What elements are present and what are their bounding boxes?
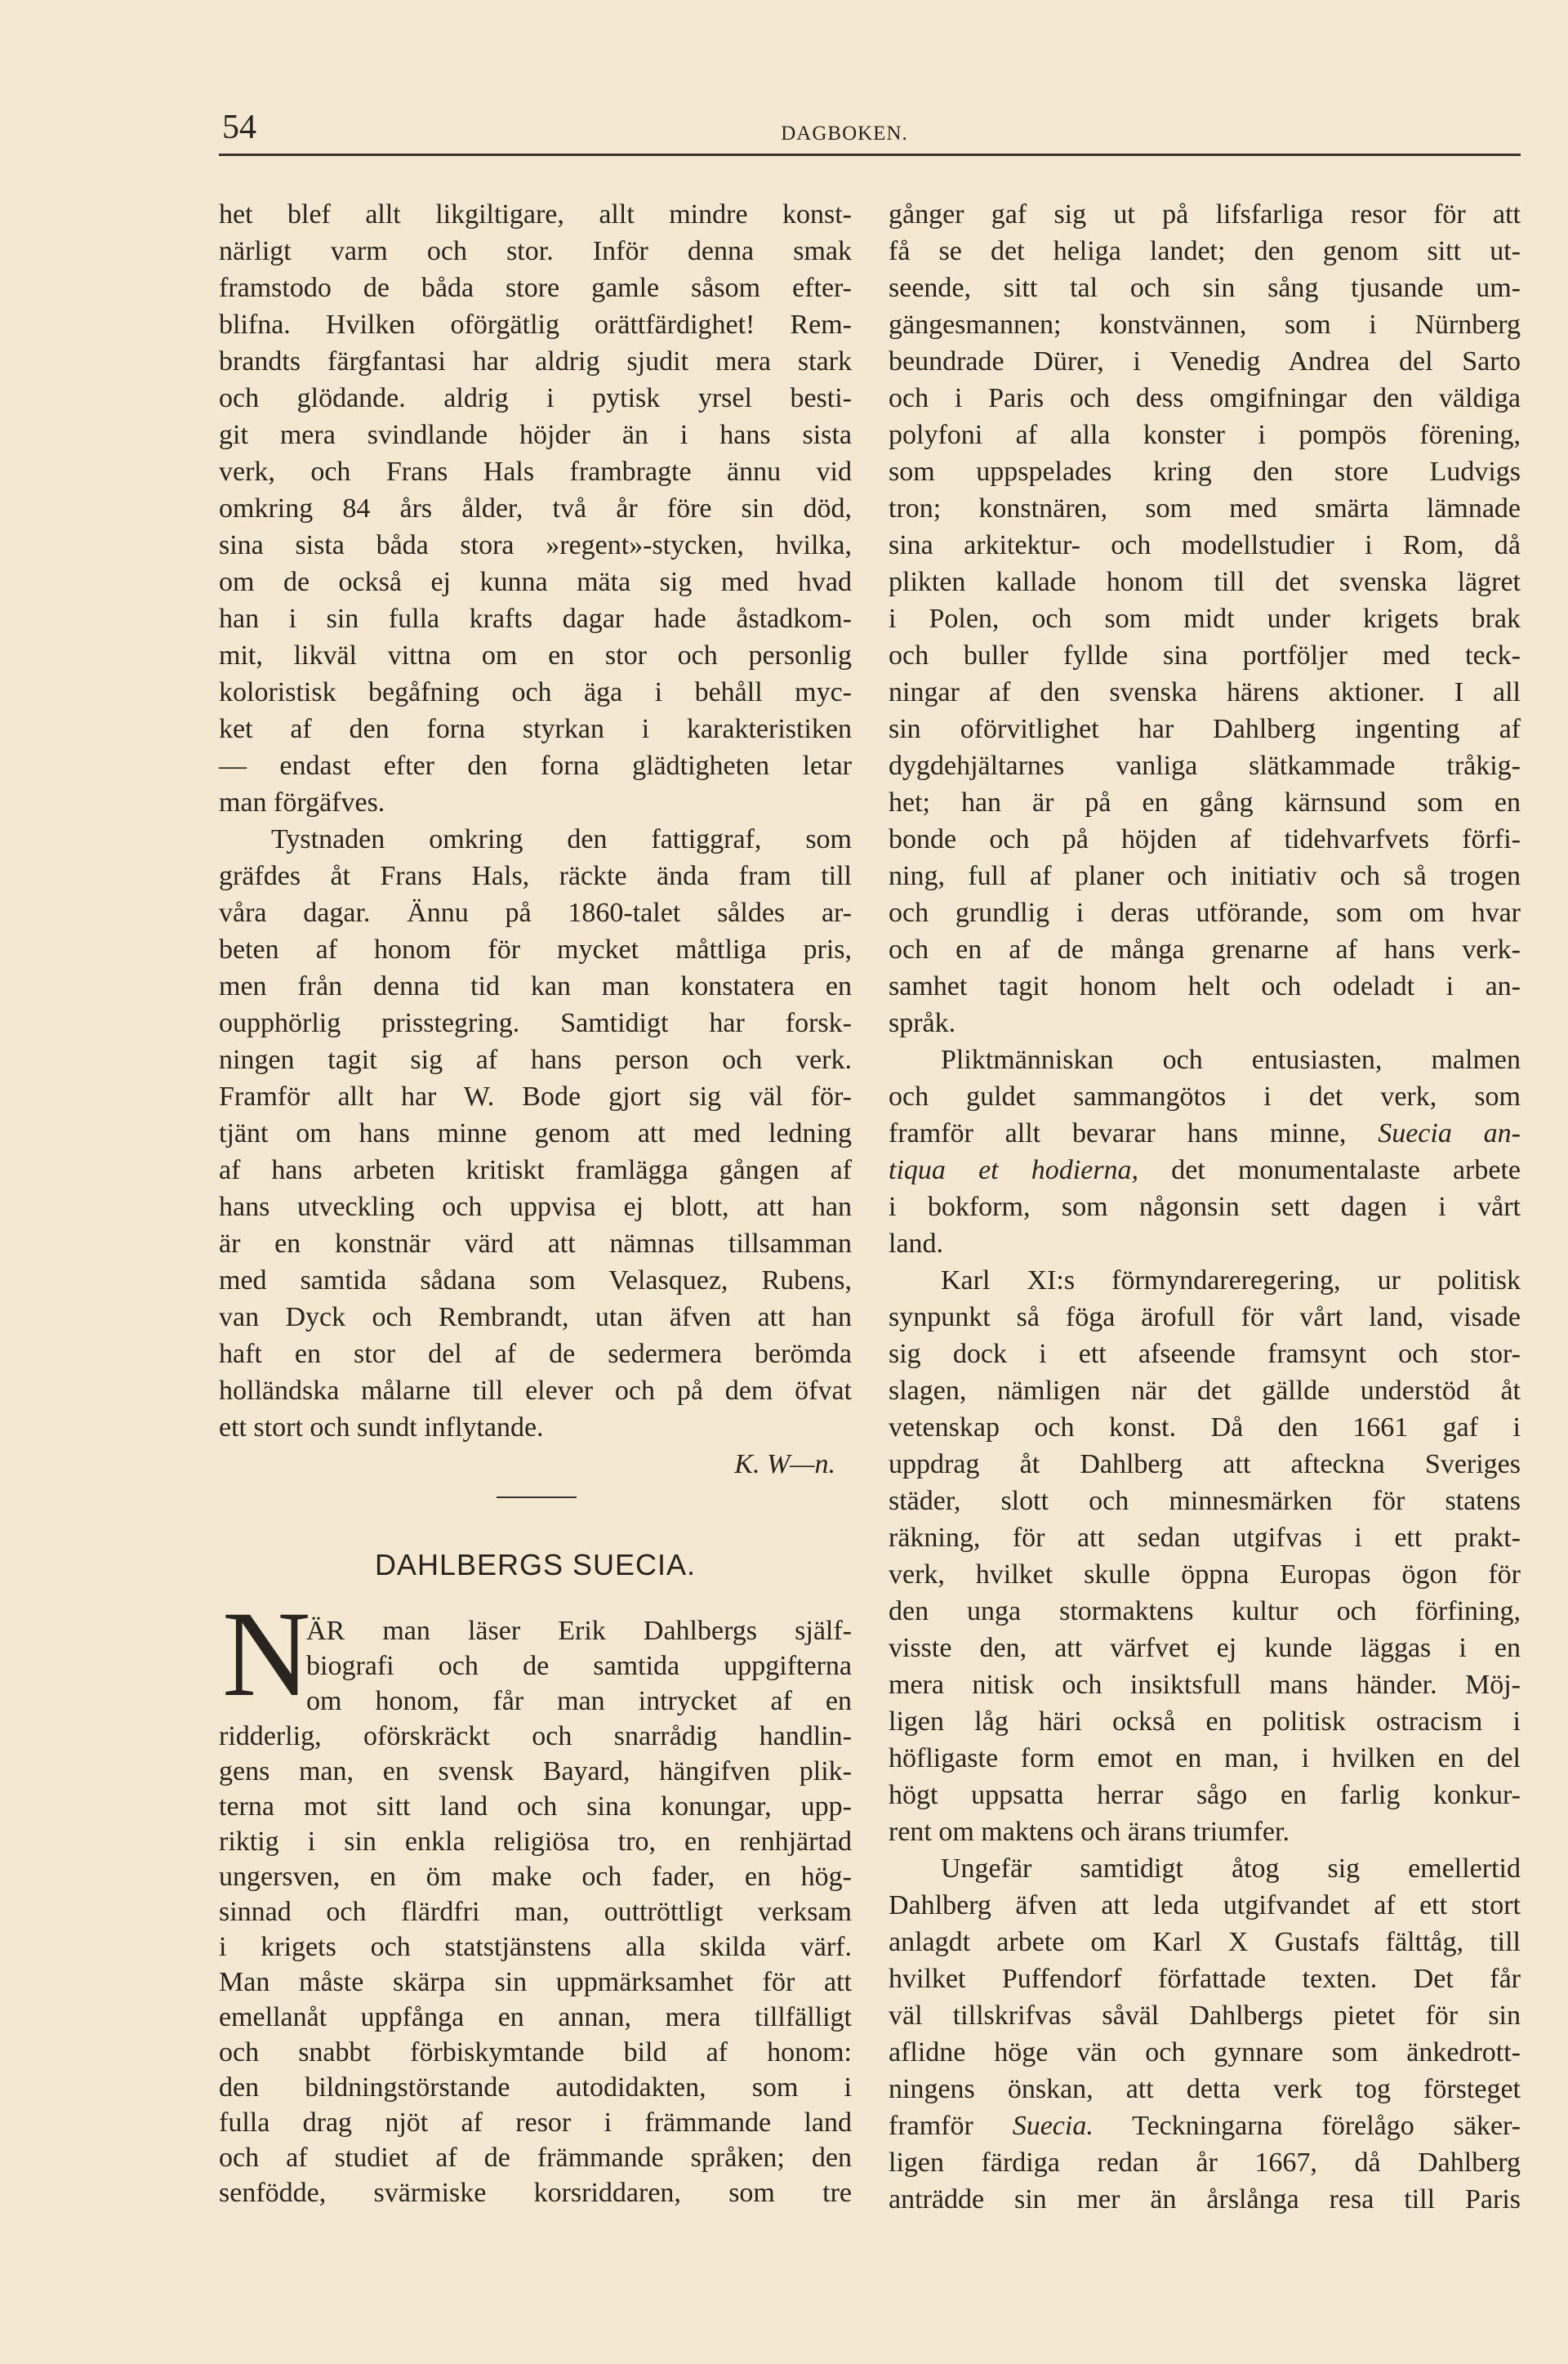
text-line: ungersven, en öm make och fader, en hög-	[219, 1862, 852, 1892]
text-line: blifna. Hvilken oförgätlig orättfärdighet! Rem-	[219, 310, 852, 340]
text-line: sina arkitektur- och modellstudier i Rom, då	[889, 530, 1521, 560]
text-line: synpunkt så föga ärofull för vårt land, visade	[889, 1302, 1521, 1332]
text-line: få se det heliga landet; den genom sitt ut-	[889, 236, 1521, 266]
text-line: i Polen, och som midt under krigets brak	[889, 604, 1521, 634]
running-title: DAGBOKEN.	[781, 123, 908, 145]
text-line: dygdehjältarnes vanliga slätkammade tråkig-	[889, 751, 1521, 781]
text-line: Karl XI:s förmyndareregering, ur politisk	[941, 1265, 1521, 1296]
text-line: ket af den forna styrkan i karakteristiken	[219, 714, 852, 744]
right-column	[889, 196, 1521, 2218]
text-line: omkring 84 års ålder, två år före sin död,	[219, 493, 852, 524]
text-line: anlagdt arbete om Karl X Gustafs fälttåg, till	[889, 1927, 1521, 1957]
italic-text: Suecia an-	[1378, 1118, 1521, 1149]
text-line: ning, full af planer och initiativ och så trogen	[889, 861, 1521, 891]
section-paragraph	[219, 1613, 852, 2210]
text-line: anträdde sin mer än årslånga resa till Paris	[889, 2184, 1521, 2215]
text-line: haft en stor del af de sedermera berömda	[219, 1339, 852, 1369]
text-line: sin oförvitlighet har Dahlberg ingenting af	[889, 714, 1521, 744]
text-line: Man måste skärpa sin uppmärksamhet för att	[219, 1967, 852, 1997]
text-line: är en konstnär värd att nämnas tillsamman	[219, 1229, 852, 1259]
text-line: och guldet sammangötos i det verk, som	[889, 1082, 1521, 1112]
italic-text: tiqua et hodierna,	[889, 1155, 1139, 1185]
text-line	[889, 1115, 1521, 1152]
text-line: Pliktmänniskan och entusiasten, malmen	[941, 1045, 1521, 1075]
text-line: — endast efter den forna glädtigheten letar	[219, 751, 852, 781]
italic-text: Suecia.	[1012, 2111, 1094, 2141]
text-line: om honom, får man intrycket af en	[306, 1686, 852, 1716]
text-line: af hans arbeten kritiskt framlägga gången af	[219, 1155, 852, 1185]
text-line: hvilket Puffendorf författade texten. Det får	[889, 1964, 1521, 1994]
text-line: och glödande. aldrig i pytisk yrsel besti-	[219, 383, 852, 413]
signature: K. W—n.	[734, 1449, 835, 1479]
text-line: holländska målarne till elever och på dem öfvat	[219, 1376, 852, 1406]
text-line: rent om maktens och ärans triumfer.	[889, 1817, 1290, 1847]
header-rule	[219, 154, 1521, 156]
text-line: och af studiet af de främmande språken; den	[219, 2143, 852, 2173]
text-line: plikten kallade honom till det svenska lägret	[889, 567, 1521, 597]
text-line: oupphörlig prisstegring. Samtidigt har forsk-	[219, 1008, 852, 1038]
text-line: sina sista båda stora »regent»-stycken, hvilka,	[219, 530, 852, 560]
text-run: Teckningarna förelågo säker-	[1093, 2111, 1521, 2141]
text-line: Ungefär samtidigt åtog sig emellertid	[941, 1853, 1521, 1884]
text-line: terna mot sitt land och sina konungar, upp-	[219, 1791, 852, 1822]
text-line: mit, likväl vittna om en stor och personlig	[219, 640, 852, 671]
text-line: ningens önskan, att detta verk tog försteget	[889, 2074, 1521, 2104]
section-heading: DAHLBERGS SUECIA.	[374, 1548, 697, 1581]
text-line: vetenskap och konst. Då den 1661 gaf i	[889, 1412, 1521, 1443]
text-line: aflidne höge vän och gynnare som änkedrott-	[889, 2037, 1521, 2067]
text-line	[889, 2108, 1521, 2144]
text-line: ligen låg häri också en politisk ostracism i	[889, 1706, 1521, 1737]
text-line: gräfdes åt Frans Hals, räckte ända fram till	[219, 861, 852, 891]
text-line: om de också ej kunna mäta sig med hvad	[219, 567, 852, 597]
text-line: git mera svindlande höjder än i hans sista	[219, 420, 852, 450]
text-line: samhet tagit honom helt och odeladt i an-	[889, 971, 1521, 1001]
text-line: väl tillskrifvas såväl Dahlbergs pietet för sin	[889, 2000, 1521, 2031]
text-line: och en af de många grenarne af hans verk-	[889, 934, 1521, 965]
text-line: verk, och Frans Hals frambragte ännu vid	[219, 457, 852, 487]
text-line: i bokform, som någonsin sett dagen i vårt	[889, 1192, 1521, 1222]
text-line: seende, sitt tal och sin sång tjusande um-	[889, 273, 1521, 303]
text-line: framstodo de båda store gamle såsom efter-	[219, 273, 852, 303]
text-line: ningen tagit sig af hans person och verk.	[219, 1045, 852, 1075]
text-line: van Dyck och Rembrandt, utan äfven att han	[219, 1302, 852, 1332]
text-line: sig dock i ett afseende framsynt och stor-	[889, 1339, 1521, 1369]
text-line: land.	[889, 1229, 944, 1259]
text-line: ett stort och sundt inflytande.	[219, 1412, 544, 1443]
text-line: riktig i sin enkla religiösa tro, en renhjärtad	[219, 1827, 852, 1857]
text-line: Framför allt har W. Bode gjort sig väl för-	[219, 1082, 852, 1112]
text-line: den unga stormaktens kultur och förfining,	[889, 1596, 1521, 1626]
text-line: gens man, en svensk Bayard, hängifven plik-	[219, 1756, 852, 1786]
text-line: i krigets och statstjänstens alla skilda värf.	[219, 1932, 852, 1962]
text-line: han i sin fulla krafts dagar hade åstadkom-	[219, 604, 852, 634]
text-line: högt uppsatta herrar sågo en farlig konkur-	[889, 1780, 1521, 1810]
text-line	[889, 1152, 1521, 1189]
text-line: gånger gaf sig ut på lifsfarliga resor för att	[889, 199, 1521, 230]
text-line: biografi och de samtida uppgifterna	[306, 1651, 852, 1681]
text-line: och buller fyllde sina portföljer med teck-	[889, 640, 1521, 671]
text-line: Tystnaden omkring den fattiggraf, som	[271, 824, 852, 854]
text-line: het; han är på en gång kärnsund som en	[889, 787, 1521, 818]
text-line: brandts färgfantasi har aldrig sjudit mera stark	[219, 346, 852, 377]
text-line: och grundlig i deras utförande, som om hvar	[889, 898, 1521, 928]
text-line: bonde och på höjden af tidehvarfvets förfi-	[889, 824, 1521, 854]
text-line: polyfoni af alla konster i pompös förening,	[889, 420, 1521, 450]
text-line: den bildningstörstande autodidakten, som i	[219, 2072, 852, 2103]
text-line: koloristisk begåfning och äga i behåll myc-	[219, 677, 852, 707]
section-divider	[497, 1496, 577, 1498]
text-line: hans utveckling och uppvisa ej blott, att han	[219, 1192, 852, 1222]
drop-cap: N	[222, 1586, 311, 1722]
text-line: städer, slott och minnesmärken för statens	[889, 1486, 1521, 1516]
text-line: uppdrag åt Dahlberg att afteckna Sveriges	[889, 1449, 1521, 1479]
text-line: gängesmannen; konstvännen, som i Nürnberg	[889, 310, 1521, 340]
left-column	[219, 196, 852, 1446]
page-number: 54	[222, 109, 256, 146]
signature-line	[219, 1446, 852, 1483]
text-run: framför allt bevarar hans minne,	[889, 1118, 1379, 1149]
text-line: senfödde, svärmiske korsriddaren, som tre	[219, 2178, 852, 2208]
text-line: tron; konstnären, som med smärta lämnade	[889, 493, 1521, 524]
text-line: och i Paris och dess omgifningar den väldiga	[889, 383, 1521, 413]
text-line: språk.	[889, 1008, 956, 1038]
text-line: närligt varm och stor. Inför denna smak	[219, 236, 852, 266]
text-line: man förgäfves.	[219, 787, 385, 818]
text-line: visste den, att värfvet ej kunde läggas i en	[889, 1633, 1521, 1663]
text-line: slagen, nämligen när det gällde understöd åt	[889, 1376, 1521, 1406]
text-line: med samtida sådana som Velasquez, Rubens,	[219, 1265, 852, 1296]
text-line: som uppspelades kring den store Ludvigs	[889, 457, 1521, 487]
text-line: ningar af den svenska härens aktioner. I all	[889, 677, 1521, 707]
text-run: det monumentalaste arbete	[1138, 1155, 1521, 1185]
text-line: verk, hvilket skulle öppna Europas ögon för	[889, 1559, 1521, 1590]
text-line: ÄR man läser Erik Dahlbergs själf-	[306, 1616, 852, 1646]
text-line: ligen färdiga redan år 1667, då Dahlberg	[889, 2148, 1521, 2178]
text-line: emellanåt uppfånga en annan, mera tillfälligt	[219, 2002, 852, 2032]
text-line: räkning, för att sedan utgifvas i ett prakt-	[889, 1523, 1521, 1553]
text-line: våra dagar. Ännu på 1860-talet såldes ar-	[219, 898, 852, 928]
text-line: mera nitisk och insiktsfull mans händer. Möj-	[889, 1670, 1521, 1700]
text-line: beten af honom för mycket måttliga pris,	[219, 934, 852, 965]
text-line: höfligaste form emot en man, i hvilken en del	[889, 1743, 1521, 1773]
text-line: men från denna tid kan man konstatera en	[219, 971, 852, 1001]
text-line: sinnad och flärdfri man, outtröttligt verksam	[219, 1897, 852, 1927]
text-line: och snabbt förbiskymtande bild af honom:	[219, 2037, 852, 2067]
text-line: ridderlig, oförskräckt och snarrådig handlin-	[219, 1721, 852, 1751]
text-line: beundrade Dürer, i Venedig Andrea del Sarto	[889, 346, 1521, 377]
text-line: tjänt om hans minne genom att med ledning	[219, 1118, 852, 1149]
text-line: fulla drag njöt af resor i främmande land	[219, 2108, 852, 2138]
text-line: het blef allt likgiltigare, allt mindre konst-	[219, 199, 852, 230]
text-run: framför	[889, 2111, 1013, 2141]
text-line: Dahlberg äfven att leda utgifvandet af ett stort	[889, 1890, 1521, 1920]
